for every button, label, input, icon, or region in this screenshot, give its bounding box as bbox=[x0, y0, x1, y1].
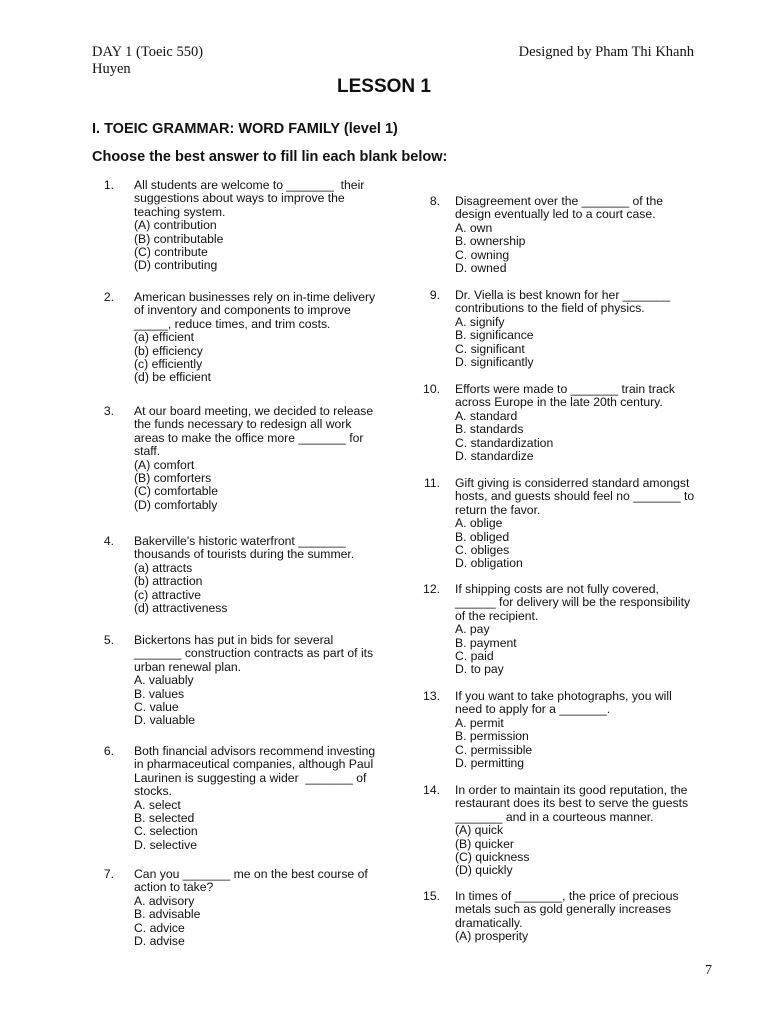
answer-option: B. standards bbox=[455, 422, 524, 437]
question-stem-line: dramatically. bbox=[455, 915, 523, 930]
answer-option: (A) contribution bbox=[134, 218, 217, 233]
answer-option: B. permission bbox=[455, 729, 529, 744]
answer-option: (a) attracts bbox=[134, 560, 193, 575]
question-body bbox=[134, 868, 396, 948]
question-stem-line: Gift giving is considerred standard amongst bbox=[455, 476, 690, 490]
question-body bbox=[134, 535, 396, 615]
answer-option: A. own bbox=[455, 220, 493, 235]
question-stem-line: staff. bbox=[134, 444, 161, 459]
answer-option: C. obliges bbox=[455, 543, 510, 558]
question-stem-line: action to take? bbox=[134, 880, 214, 895]
answer-option: A. standard bbox=[455, 408, 518, 423]
question-stem-line: design eventually led to a court case. bbox=[455, 207, 656, 222]
header-day-label: DAY 1 (Toeic 550) bbox=[92, 44, 204, 60]
question-number: 5. bbox=[103, 633, 114, 647]
question-stem-line: of the recipient. bbox=[455, 608, 539, 623]
question-number: 9. bbox=[429, 288, 440, 302]
answer-option: C. paid bbox=[455, 649, 494, 664]
answer-option: B. obliged bbox=[455, 529, 510, 544]
answer-option: B. selected bbox=[134, 811, 195, 826]
answer-option: (B) contributable bbox=[134, 231, 224, 246]
answer-option: B. ownership bbox=[455, 234, 526, 249]
question-stem-line: stocks. bbox=[134, 784, 172, 799]
question-number: 15. bbox=[423, 889, 440, 903]
question-stem-line: the funds necessary to redesign all work bbox=[134, 417, 352, 432]
question-stem-line: metals such as gold generally increases bbox=[455, 902, 672, 917]
answer-option: (a) efficient bbox=[134, 330, 195, 345]
answer-option: (A) quick bbox=[455, 823, 504, 838]
answer-option: A. permit bbox=[455, 715, 504, 730]
answer-option: C. permissible bbox=[455, 742, 533, 757]
question-stem-line: across Europe in the late 20th century. bbox=[455, 395, 663, 410]
question-number: 13. bbox=[423, 689, 440, 703]
question-stem-line: _____, reduce times, and trim costs. bbox=[134, 316, 331, 331]
answer-option: C. standardization bbox=[455, 435, 554, 450]
answer-option: D. standardize bbox=[455, 449, 534, 464]
answer-option: (C) contribute bbox=[134, 245, 208, 260]
question-body bbox=[455, 289, 717, 369]
question-body bbox=[455, 477, 717, 571]
page-number: 7 bbox=[705, 963, 712, 978]
answer-option: D. advise bbox=[134, 934, 185, 949]
answer-option: C. value bbox=[134, 700, 179, 715]
answer-option: (D) contributing bbox=[134, 258, 218, 273]
question-number: 14. bbox=[423, 783, 440, 797]
question-stem-line: Bakerville's historic waterfront _______ bbox=[134, 534, 346, 548]
question-stem-line: _______ and in a courteous manner. bbox=[455, 809, 654, 824]
answer-option: (c) attractive bbox=[134, 587, 202, 602]
answer-option: D. obligation bbox=[455, 556, 523, 571]
question-stem-line: return the favor. bbox=[455, 502, 541, 517]
question-stem-line: in pharmaceutical companies, although Paul bbox=[134, 757, 374, 772]
question-number: 12. bbox=[423, 582, 440, 596]
question-number: 3. bbox=[103, 404, 114, 418]
question-number: 11. bbox=[423, 476, 440, 490]
question-stem-line: If shipping costs are not fully covered, bbox=[455, 582, 659, 596]
question-stem-line: Dr. Viella is best known for her _______ bbox=[455, 288, 671, 302]
question-body bbox=[455, 890, 717, 944]
answer-option: (A) prosperity bbox=[455, 929, 529, 944]
answer-option: (C) comfortable bbox=[134, 484, 218, 499]
question-stem-line: suggestions about ways to improve the bbox=[134, 191, 345, 206]
question-number: 4. bbox=[103, 534, 114, 548]
answer-option: A. oblige bbox=[455, 516, 503, 531]
answer-option: (B) comforters bbox=[134, 471, 212, 486]
question-number: 1. bbox=[103, 178, 114, 192]
answer-option: B. significance bbox=[455, 328, 534, 343]
question-stem-line: At our board meeting, we decided to release bbox=[134, 404, 374, 418]
answer-option: D. selective bbox=[134, 837, 197, 852]
question-number: 10. bbox=[423, 382, 440, 396]
question-stem-line: Can you _______ me on the best course of bbox=[134, 867, 368, 881]
question-stem-line: _______ construction contracts as part of its bbox=[134, 646, 374, 661]
answer-option: (d) be efficient bbox=[134, 370, 212, 385]
question-body bbox=[134, 291, 396, 385]
page-title: LESSON 1 bbox=[337, 76, 431, 97]
answer-option: A. pay bbox=[455, 622, 490, 637]
question-body bbox=[455, 784, 717, 878]
instruction-text: Choose the best answer to fill lin each blank below: bbox=[92, 149, 448, 165]
answer-option: C. selection bbox=[134, 824, 198, 839]
header-designer: Designed by Pham Thi Khanh bbox=[518, 44, 694, 60]
answer-option: A. valuably bbox=[134, 673, 194, 688]
answer-option: D. permitting bbox=[455, 756, 525, 771]
question-number: 2. bbox=[103, 290, 114, 304]
question-stem-line: teaching system. bbox=[134, 204, 226, 219]
question-number: 7. bbox=[103, 867, 114, 881]
question-stem-line: If you want to take photographs, you will bbox=[455, 689, 672, 703]
question-stem-line: Both financial advisors recommend investing bbox=[134, 744, 376, 758]
answer-option: A. select bbox=[134, 797, 181, 812]
answer-option: (D) quickly bbox=[455, 863, 513, 878]
answer-option: C. owning bbox=[455, 247, 510, 262]
question-stem-line: contributions to the field of physics. bbox=[455, 301, 645, 316]
question-stem-line: Laurinen is suggesting a wider _______ of bbox=[134, 770, 367, 785]
question-body bbox=[455, 195, 717, 275]
answer-option: (d) attractiveness bbox=[134, 601, 228, 616]
question-stem-line: American businesses rely on in-time delivery bbox=[134, 290, 376, 304]
answer-option: D. significantly bbox=[455, 355, 534, 370]
question-stem-line: need to apply for a _______. bbox=[455, 702, 611, 717]
answer-option: D. owned bbox=[455, 261, 507, 276]
question-stem-line: Bickertons has put in bids for several bbox=[134, 633, 334, 647]
question-body bbox=[455, 583, 717, 677]
answer-option: (B) quicker bbox=[455, 836, 514, 851]
answer-option: (c) efficiently bbox=[134, 357, 203, 372]
question-number: 8. bbox=[429, 194, 440, 208]
question-body bbox=[134, 634, 396, 728]
question-body bbox=[134, 405, 396, 512]
question-stem-line: urban renewal plan. bbox=[134, 659, 242, 674]
question-body bbox=[455, 690, 717, 770]
question-stem-line: restaurant does its best to serve the guests bbox=[455, 796, 689, 811]
answer-option: C. advice bbox=[134, 920, 185, 935]
answer-option: (b) efficiency bbox=[134, 343, 203, 358]
answer-option: (A) comfort bbox=[134, 457, 195, 472]
question-stem-line: of inventory and components to improve bbox=[134, 303, 351, 318]
question-body bbox=[455, 383, 717, 463]
question-stem-line: areas to make the office more _______ for bbox=[134, 430, 364, 445]
answer-option: D. to pay bbox=[455, 662, 504, 677]
answer-option: B. values bbox=[134, 686, 185, 701]
header-left bbox=[92, 44, 203, 78]
question-body bbox=[134, 745, 396, 852]
answer-option: (b) attraction bbox=[134, 574, 203, 589]
question-body bbox=[134, 179, 396, 273]
answer-option: D. valuable bbox=[134, 713, 195, 728]
question-stem-line: Efforts were made to _______ train track bbox=[455, 382, 675, 396]
header-author-name: Huyen bbox=[92, 61, 131, 77]
answer-option: A. signify bbox=[455, 314, 505, 329]
question-stem-line: All students are welcome to _______ their bbox=[134, 178, 365, 192]
question-stem-line: In order to maintain its good reputation, the bbox=[455, 783, 688, 797]
answer-option: B. payment bbox=[455, 635, 517, 650]
answer-option: B. advisable bbox=[134, 907, 201, 922]
answer-option: C. significant bbox=[455, 341, 525, 356]
question-stem-line: Disagreement over the _______ of the bbox=[455, 194, 664, 208]
answer-option: (C) quickness bbox=[455, 850, 530, 865]
question-stem-line: thousands of tourists during the summer. bbox=[134, 547, 355, 562]
answer-option: (D) comfortably bbox=[134, 497, 218, 512]
question-stem-line: In times of _______, the price of precious bbox=[455, 889, 679, 903]
answer-option: A. advisory bbox=[134, 893, 195, 908]
question-number: 6. bbox=[103, 744, 114, 758]
question-stem-line: ______ for delivery will be the responsibility bbox=[455, 595, 691, 610]
question-stem-line: hosts, and guests should feel no _______ to bbox=[455, 489, 695, 504]
section-heading: I. TOEIC GRAMMAR: WORD FAMILY (level 1) bbox=[92, 121, 398, 137]
